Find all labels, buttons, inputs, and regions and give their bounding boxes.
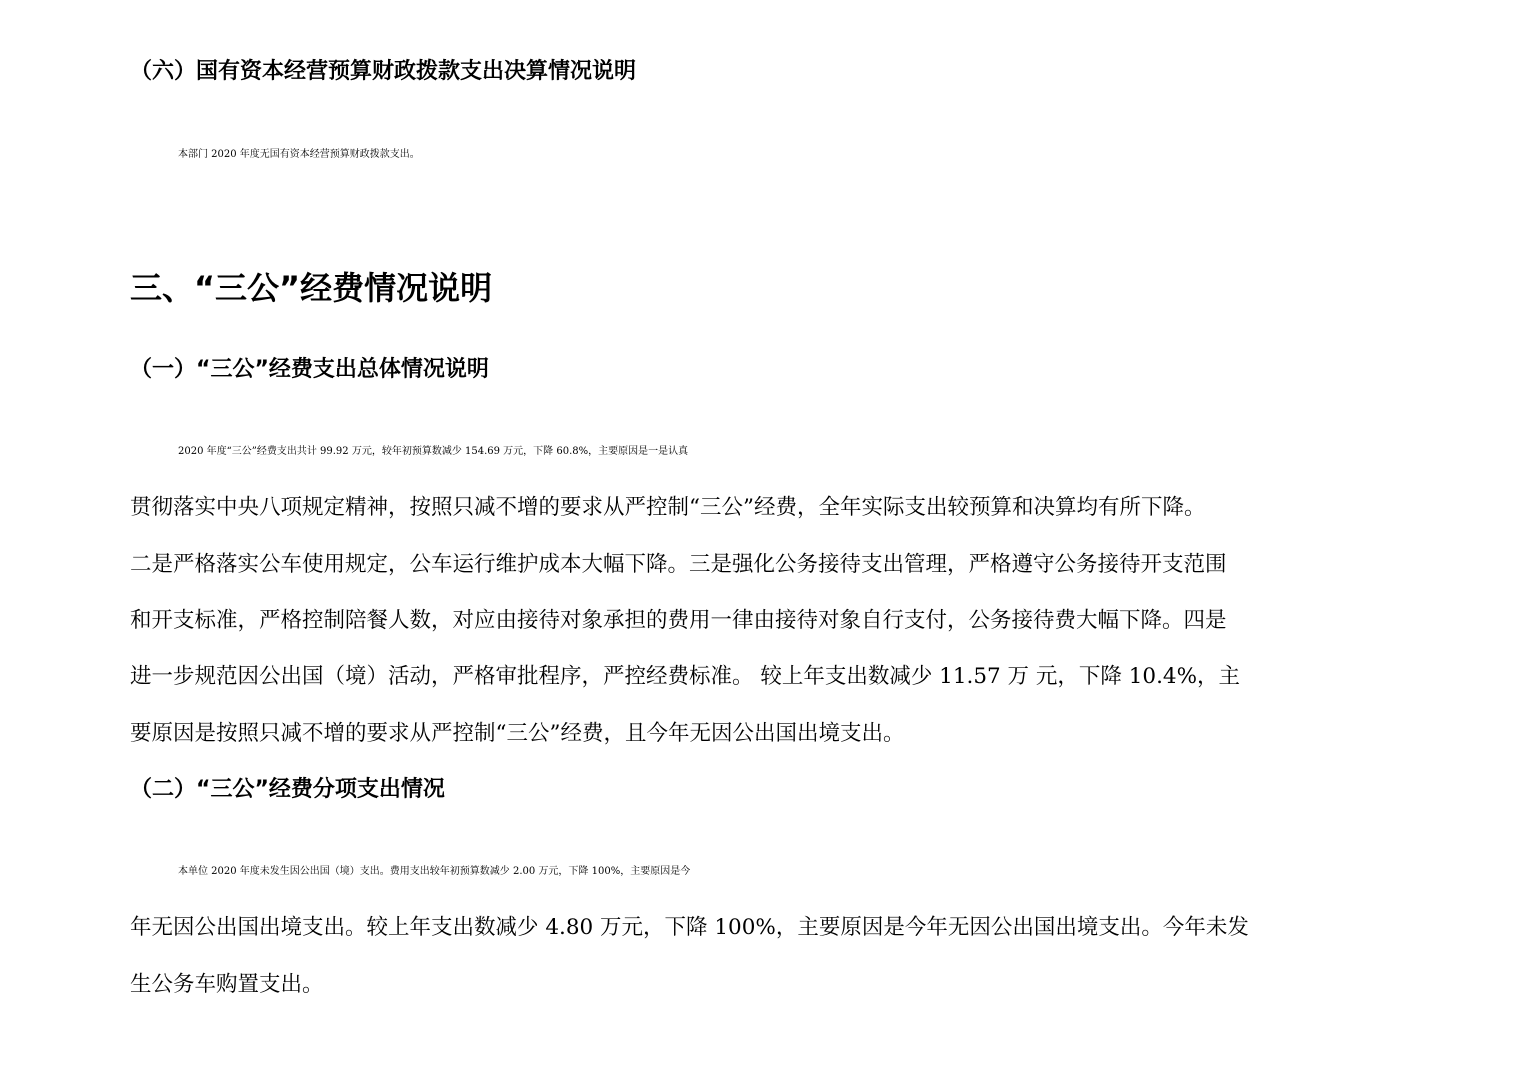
paragraph-line: 和开支标准，严格控制陪餐人数，对应由接待对象承担的费用一律由接待对象自行支付，公务接待费大幅下降。四是: [130, 608, 1227, 633]
section-1-heading: （一）“三公”经费支出总体情况说明: [130, 357, 489, 382]
paragraph-line: 要原因是按照只减不增的要求从严控制“三公”经费，且今年无因公出国出境支出。: [130, 721, 905, 746]
paragraph-line: 生公务车购置支出。: [130, 972, 324, 997]
paragraph-line: 二是严格落实公车使用规定，公车运行维护成本大幅下降。三是强化公务接待支出管理，严格遵守公务接待开支范围: [130, 552, 1227, 577]
paragraph-line: 贯彻落实中央八项规定精神，按照只减不增的要求从严控制“三公”经费，全年实际支出较预算和决算均有所下降。: [130, 495, 1206, 520]
paragraph-line: 本单位 2020 年度未发生因公出国（境）支出。费用支出较年初预算数减少 2.00 万元，下降 100%，主要原因是今: [178, 866, 691, 877]
section-6-text: 本部门 2020 年度无国有资本经营预算财政拨款支出。: [178, 149, 420, 160]
section-6-heading: （六）国有资本经营预算财政拨款支出决算情况说明: [130, 59, 637, 84]
section-2-heading: （二）“三公”经费分项支出情况: [130, 777, 445, 802]
paragraph-line: 年无因公出国出境支出。较上年支出数减少 4.80 万元，下降 100%，主要原因是今年无因公出国出境支出。今年未发: [130, 915, 1249, 940]
paragraph-line: 2020 年度“三公”经费支出共计 99.92 万元，较年初预算数减少 154.69 万元，下降 60.8%，主要原因是一是认真: [178, 446, 689, 457]
part-3-heading: 三、“三公”经费情况说明: [130, 269, 493, 307]
paragraph-line: 进一步规范因公出国（境）活动，严格审批程序，严控经费标准。 较上年支出数减少 11.57 万 元，下降 10.4%，主: [130, 664, 1241, 689]
